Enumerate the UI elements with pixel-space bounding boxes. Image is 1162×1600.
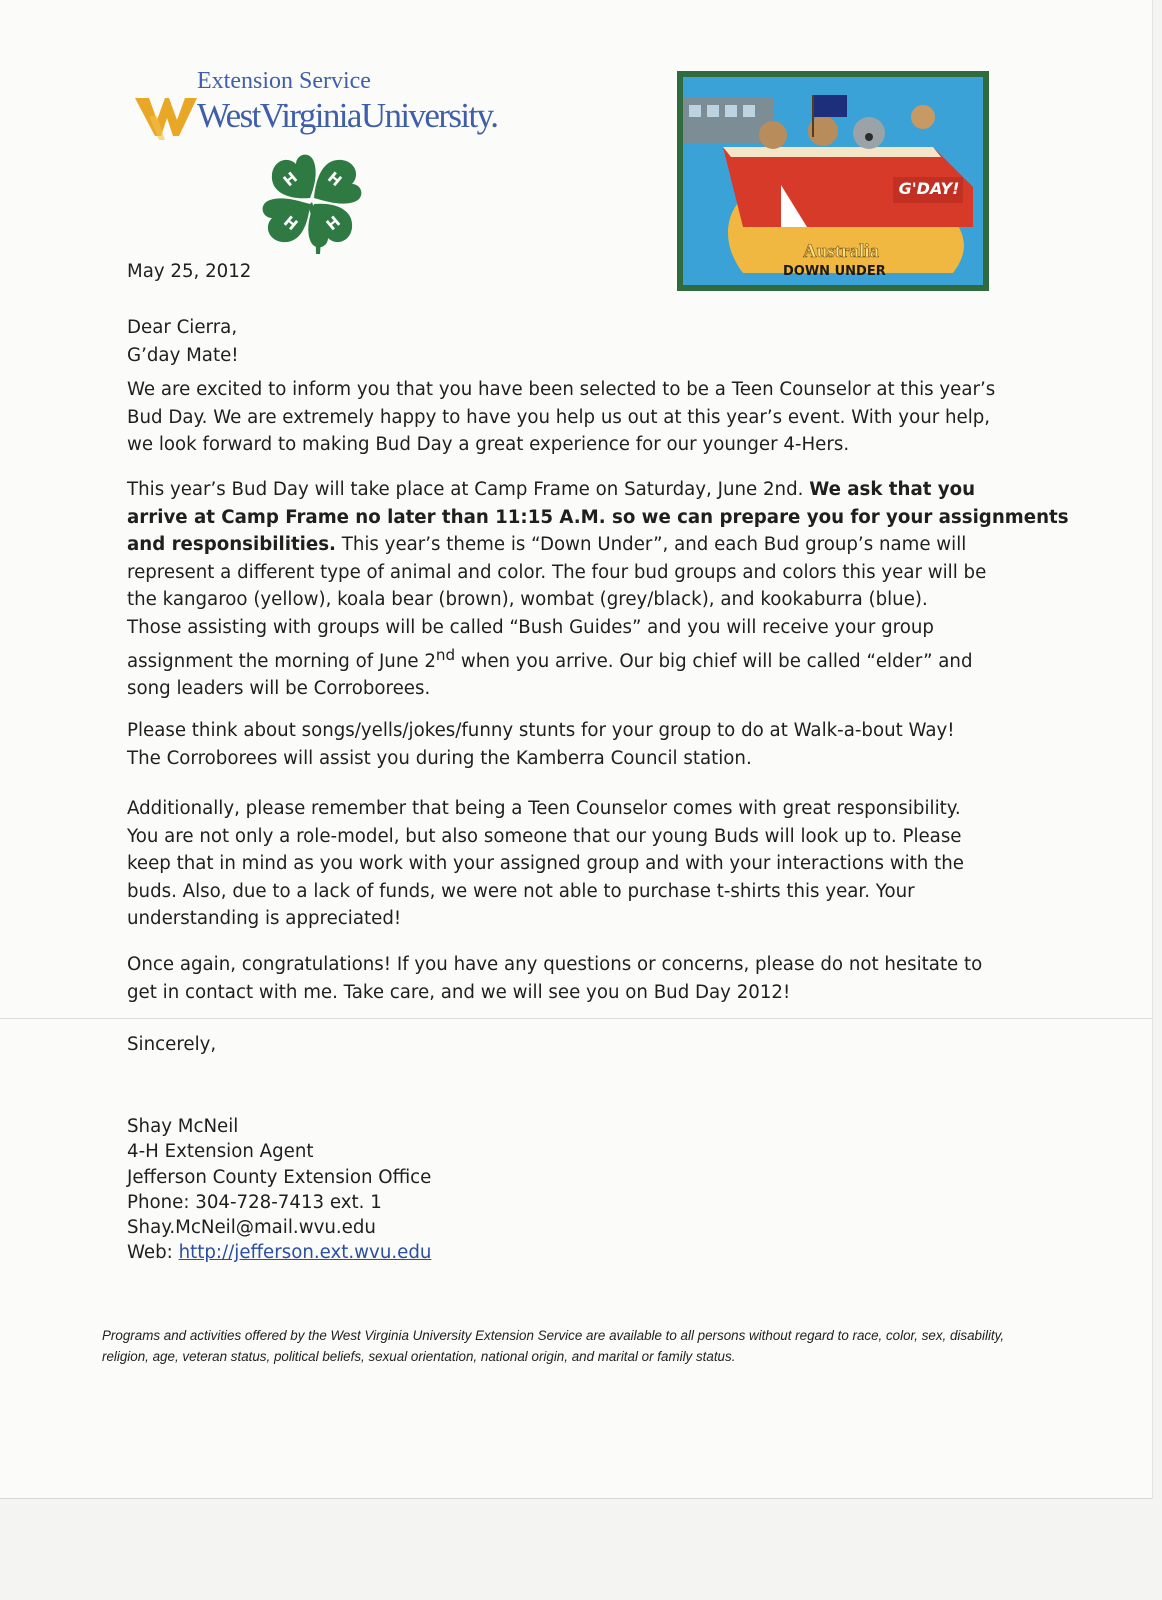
text-line: We are excited to inform you that you have been selected to be a Teen Counselor at this year’s bbox=[127, 379, 996, 400]
svg-text:H: H bbox=[280, 212, 302, 235]
greeting-line: G’day Mate! bbox=[127, 344, 239, 366]
text-span: This year’s theme is “Down Under”, and each Bud group’s name will bbox=[335, 534, 967, 556]
bold-text-span: We ask that you bbox=[809, 479, 976, 500]
closing: Sincerely, bbox=[127, 1034, 217, 1055]
extension-service-label: Extension Service bbox=[197, 68, 371, 94]
signer-phone: Phone: 304-728-7413 ext. 1 bbox=[127, 1191, 382, 1213]
text-line: represent a different type of animal and color. The four bud groups and colors this year will be bbox=[127, 561, 987, 583]
signature-block bbox=[127, 1114, 431, 1266]
postcard-illustration bbox=[683, 77, 983, 285]
text-span: when you arrive. Our big chief will be called “elder” and bbox=[455, 650, 973, 672]
text-line: Additionally, please remember that being a Teen Counselor comes with great responsibility. bbox=[127, 798, 961, 819]
text-line: we look forward to making Bud Day a great experience for our younger 4-Hers. bbox=[127, 434, 850, 456]
text-line: Bud Day. We are extremely happy to have you help us out at this year’s event. With your help, bbox=[127, 406, 991, 428]
paragraph-selection bbox=[127, 376, 995, 459]
text-line: buds. Also, due to a lack of funds, we were not able to purchase t-shirts this year. Your bbox=[127, 880, 915, 902]
signer-web bbox=[127, 1240, 431, 1265]
signer-name: Shay McNeil bbox=[127, 1116, 239, 1137]
salutation-line: Dear Cierra, bbox=[127, 317, 238, 338]
svg-text:H: H bbox=[322, 212, 344, 235]
bold-text-span: and responsibilities. bbox=[127, 534, 336, 556]
postcard-greeting: G'DAY! bbox=[898, 179, 960, 198]
text-line bbox=[127, 476, 1069, 504]
text-line: the kangaroo (yellow), koala bear (brown), wombat (grey/black), and kookaburra (blue). bbox=[127, 589, 928, 611]
text-line: understanding is appreciated! bbox=[127, 908, 402, 930]
wvu-flying-wv-logo-icon bbox=[135, 90, 197, 146]
text-line: Once again, congratulations! If you have any questions or concerns, please do not hesitate to bbox=[127, 954, 983, 975]
four-h-clover-logo-icon bbox=[258, 150, 366, 256]
text-span: This year’s Bud Day will take place at Camp Frame on Saturday, June 2nd. bbox=[127, 479, 810, 500]
text-line: You are not only a role-model, but also someone that our young Buds will look up to. Please bbox=[127, 825, 962, 847]
text-line: keep that in mind as you work with your assigned group and with your interactions with the bbox=[127, 853, 964, 875]
nondiscrimination-disclaimer: Programs and activities offered by the West Virginia University Extension Service are available to all persons without regard to race, color, sex, disability, religion, age, veteran status, political beliefs, sexual orientation, national origin, and marital or family status. bbox=[102, 1328, 1005, 1364]
text-span: assignment the morning of June 2 bbox=[127, 650, 436, 672]
paper-fold-line bbox=[0, 1018, 1152, 1019]
text-line: The Corroborees will assist you during the Kamberra Council station. bbox=[127, 747, 752, 769]
postcard-country: Australia bbox=[803, 241, 879, 262]
paragraph-congratulations bbox=[127, 951, 982, 1006]
australia-down-under-postcard bbox=[677, 71, 989, 291]
website-link[interactable]: http://jefferson.ext.wvu.edu bbox=[178, 1242, 432, 1264]
text-line: Those assisting with groups will be called “Bush Guides” and you will receive your group bbox=[127, 616, 934, 638]
paragraph-event-details bbox=[127, 476, 1069, 703]
svg-text:H: H bbox=[324, 168, 346, 191]
svg-text:H: H bbox=[279, 168, 301, 191]
bold-text-line: arrive at Camp Frame no later than 11:15 A.M. so we can prepare you for your assignments bbox=[127, 506, 1069, 528]
text-line: get in contact with me. Take care, and we will see you on Bud Day 2012! bbox=[127, 981, 791, 1003]
letter-date: May 25, 2012 bbox=[127, 261, 252, 282]
university-name: WestVirginiaUniversity. bbox=[197, 96, 498, 135]
australian-flag-icon bbox=[813, 95, 847, 117]
paragraph-responsibility bbox=[127, 795, 964, 933]
text-line bbox=[127, 642, 1069, 676]
text-line: Please think about songs/yells/jokes/funny stunts for your group to do at Walk-a-bout Way! bbox=[127, 720, 955, 741]
ordinal-suffix: nd bbox=[435, 645, 456, 664]
text-line: song leaders will be Corroborees. bbox=[127, 678, 431, 700]
paragraph-songs bbox=[127, 717, 955, 772]
text-line bbox=[127, 531, 1069, 559]
postcard-subtitle: DOWN UNDER bbox=[783, 264, 886, 279]
signer-title: 4-H Extension Agent bbox=[127, 1141, 314, 1163]
web-label: Web: bbox=[127, 1242, 179, 1264]
signer-email: Shay.McNeil@mail.wvu.edu bbox=[127, 1217, 376, 1239]
wvu-extension-letterhead bbox=[135, 68, 525, 148]
signer-office: Jefferson County Extension Office bbox=[127, 1166, 432, 1188]
salutation bbox=[127, 314, 239, 369]
